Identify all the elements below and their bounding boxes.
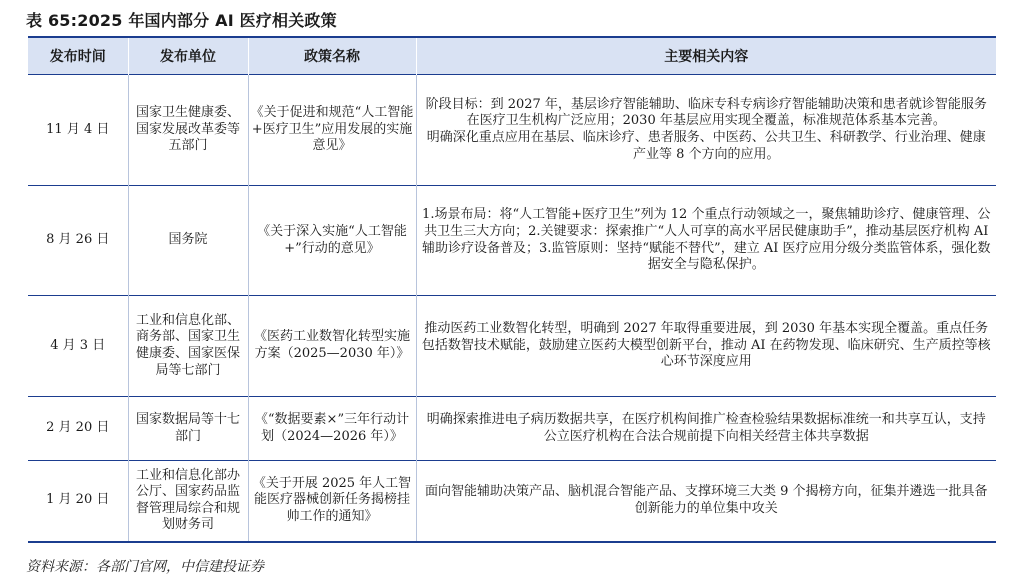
cell-date: 8 月 26 日 bbox=[28, 186, 128, 296]
cell-content bbox=[416, 186, 996, 296]
cell-date: 2 月 20 日 bbox=[28, 397, 128, 461]
cell-unit: 国家卫生健康委、国家发展改革委等五部门 bbox=[128, 75, 248, 186]
header-policy: 政策名称 bbox=[248, 38, 416, 75]
cell-unit: 工业和信息化部办公厅、国家药品监督管理局综合和规划财务司 bbox=[128, 461, 248, 542]
header-content: 主要相关内容 bbox=[416, 38, 996, 75]
table-row bbox=[28, 397, 996, 461]
cell-policy: 《关于深入实施“人工智能+”行动的意见》 bbox=[248, 186, 416, 296]
header-date: 发布时间 bbox=[28, 38, 128, 75]
source-note: 资料来源：各部门官网，中信建投证券 bbox=[26, 559, 264, 575]
table-title: 表 65:2025 年国内部分 AI 医疗相关政策 bbox=[26, 11, 337, 30]
content-paragraph: 1.场景布局：将“人工智能+医疗卫生”列为 12 个重点行动领域之一，聚焦辅助诊疗、健康管理、公共卫生三大方向；2.关键要求：探索推广“人人可享的高水平居民健康助手”，推动基层医疗机构 AI 辅助诊疗设备普及；3.监管原则：坚持“赋能不替代”，建立 AI 医疗应用分级分类监管体系，强化数据安全与隐私保护。 bbox=[422, 207, 991, 273]
table-row bbox=[28, 75, 996, 186]
cell-unit: 国家数据局等十七部门 bbox=[128, 397, 248, 461]
cell-content bbox=[416, 461, 996, 542]
policy-table bbox=[28, 38, 996, 543]
content-paragraph: 阶段目标：到 2027 年，基层诊疗智能辅助、临床专科专病诊疗智能辅助决策和患者就诊智能服务在医疗卫生机构广泛应用；2030 年基层应用实现全覆盖，标准规范体系基本完善。 bbox=[425, 96, 987, 129]
table-row bbox=[28, 461, 996, 542]
cell-content bbox=[416, 75, 996, 186]
header-unit: 发布单位 bbox=[128, 38, 248, 75]
cell-policy: 《关于开展 2025 年人工智能医疗器械创新任务揭榜挂帅工作的通知》 bbox=[248, 461, 416, 542]
cell-content bbox=[416, 397, 996, 461]
cell-content bbox=[416, 296, 996, 397]
table-row bbox=[28, 186, 996, 296]
cell-policy: 《医药工业数智化转型实施方案（2025—2030 年）》 bbox=[248, 296, 416, 397]
cell-unit: 国务院 bbox=[128, 186, 248, 296]
content-paragraph: 面向智能辅助决策产品、脑机混合智能产品、支撑环境三大类 9 个揭榜方向，征集并遴选一批具备创新能力的单位集中攻关 bbox=[424, 484, 988, 516]
content-paragraph: 推动医药工业数智化转型，明确到 2027 年取得重要进展，到 2030 年基本实现全覆盖。重点任务包括数智技术赋能，鼓励建立医药大模型创新平台，推动 AI 在药物发现、临床研究、生产质控等核心环节深度应用 bbox=[421, 321, 991, 370]
content-paragraph: 明确探索推进电子病历数据共享，在医疗机构间推广检查检验结果数据标准统一和共享互认，支持公立医疗机构在合法合规前提下向相关经营主体共享数据 bbox=[426, 411, 986, 444]
cell-date: 4 月 3 日 bbox=[28, 296, 128, 397]
cell-date: 1 月 20 日 bbox=[28, 461, 128, 542]
cell-date: 11 月 4 日 bbox=[28, 75, 128, 186]
header-row bbox=[28, 38, 996, 75]
cell-unit: 工业和信息化部、商务部、国家卫生健康委、国家医保局等七部门 bbox=[128, 296, 248, 397]
cell-policy: 《“数据要素×”三年行动计划（2024—2026 年）》 bbox=[248, 397, 416, 461]
cell-policy: 《关于促进和规范“人工智能+医疗卫生”应用发展的实施意见》 bbox=[248, 75, 416, 186]
table-row bbox=[28, 296, 996, 397]
content-paragraph: 明确深化重点应用在基层、临床诊疗、患者服务、中医药、公共卫生、科研教学、行业治理、健康产业等 8 个方向的应用。 bbox=[426, 130, 986, 162]
